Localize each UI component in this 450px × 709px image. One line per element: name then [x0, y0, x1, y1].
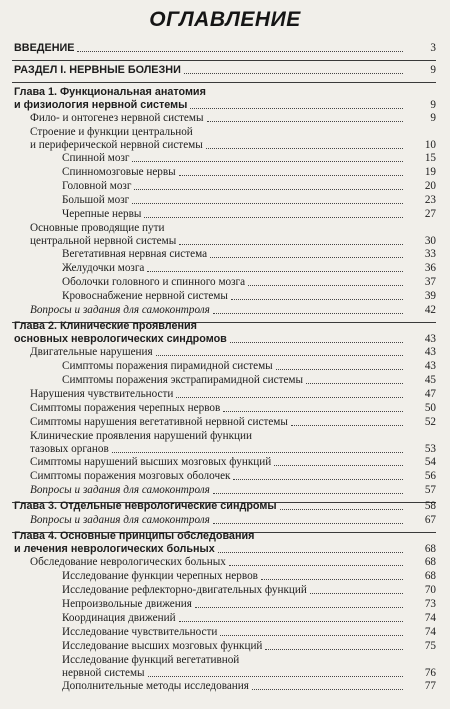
dot-leader [213, 313, 403, 314]
toc-entry-page: 58 [424, 500, 436, 512]
toc-entry-title: Двигательные нарушения [30, 346, 153, 358]
dot-leader [231, 299, 403, 300]
toc-entry-title: Исследование рефлекторно-двигательных функций [62, 584, 307, 596]
toc-entry-page: 67 [424, 514, 436, 526]
toc-entry-title: Глава 4. Основные принципы обследования и лечения неврологических больных [14, 530, 255, 555]
toc-entry-page: 53 [424, 442, 436, 455]
toc-entry-page: 70 [424, 584, 436, 596]
toc-entry[interactable] [0, 290, 450, 304]
dot-leader [179, 621, 403, 622]
toc-entry-page: 37 [424, 276, 436, 288]
dot-leader [306, 383, 403, 384]
dot-leader [223, 411, 403, 412]
toc-entry-title: Клинические проявления нарушений функции тазовых органов [30, 430, 253, 455]
toc-entry-page: 33 [424, 248, 436, 260]
toc-entry[interactable] [0, 570, 450, 584]
section-divider [12, 60, 436, 61]
toc-entry[interactable] [0, 152, 450, 166]
toc-entry-page: 9 [430, 98, 436, 111]
toc-entry-title: Вегетативная нервная система [62, 248, 208, 260]
toc-entry-page: 23 [424, 194, 436, 206]
toc-entry-page: 68 [424, 542, 436, 555]
toc-entry-title: Головной мозг [62, 180, 132, 192]
dot-leader [134, 189, 403, 190]
toc-entry-page: 77 [424, 680, 436, 692]
toc-entry-title: Оболочки головного и спинного мозга [62, 276, 246, 288]
toc-entry-page: 39 [424, 290, 436, 302]
toc-entry[interactable] [0, 584, 450, 598]
toc-entry-title: Симптомы поражения экстрапирамидной системы [62, 374, 304, 386]
toc-entry-page: 73 [424, 598, 436, 610]
toc-entry[interactable] [0, 556, 450, 570]
toc-entry-title: Координация движений [62, 612, 176, 624]
toc-entry[interactable] [0, 598, 450, 612]
toc-entry[interactable] [0, 248, 450, 262]
toc-entry-title: Основные проводящие пути центральной нервной системы [30, 222, 177, 247]
toc-entry[interactable] [0, 626, 450, 640]
dot-leader [184, 73, 403, 74]
dot-leader [220, 635, 403, 636]
toc-entry[interactable] [0, 42, 450, 56]
dot-leader [132, 161, 403, 162]
toc-entry-title: Симптомы нарушения вегетативной нервной системы [30, 416, 288, 428]
dot-leader [77, 51, 403, 52]
toc-entry[interactable] [0, 86, 450, 112]
toc-entry-title: Желудочки мозга [62, 262, 145, 274]
dot-leader [213, 523, 403, 524]
toc-entry-title: Спинномозговые нервы [62, 166, 176, 178]
dot-leader [207, 121, 404, 122]
toc-entry-page: 43 [424, 360, 436, 372]
toc-entry-page: 68 [424, 570, 436, 582]
toc-entry-page: 47 [424, 388, 436, 400]
dot-leader [156, 355, 403, 356]
toc-entry-title: Исследование высших мозговых функций [62, 640, 263, 652]
dot-leader [144, 217, 403, 218]
toc-entry[interactable] [0, 64, 450, 78]
toc-entry-page: 76 [424, 666, 436, 679]
toc-entry-page: 27 [424, 208, 436, 220]
toc-entry-page: 9 [430, 112, 436, 124]
dot-leader [179, 244, 403, 245]
toc-entry[interactable] [0, 388, 450, 402]
toc-entry-page: 54 [424, 456, 436, 468]
toc-entry-title: Симптомы поражения мозговых оболочек [30, 470, 231, 482]
toc-entry-page: 57 [424, 484, 436, 496]
dot-leader [252, 689, 403, 690]
dot-leader [261, 579, 403, 580]
toc-entry-page: 74 [424, 626, 436, 638]
dot-leader [132, 203, 403, 204]
toc-entry-title: Симптомы поражения черепных нервов [30, 402, 221, 414]
dot-leader [210, 257, 403, 258]
toc-entry-page: 19 [424, 166, 436, 178]
dot-leader [206, 148, 403, 149]
dot-leader [190, 108, 403, 109]
toc-entry-title: Большой мозг [62, 194, 130, 206]
dot-leader [291, 425, 403, 426]
toc-entry[interactable] [0, 304, 450, 318]
toc-entry-title: Черепные нервы [62, 208, 142, 220]
dot-leader [276, 369, 403, 370]
toc-entry-title: Вопросы и задания для самоконтроля [30, 304, 210, 316]
toc-entry-title: Кровоснабжение нервной системы [62, 290, 228, 302]
dot-leader [265, 649, 403, 650]
toc-entry[interactable] [0, 654, 450, 680]
toc-entry-title: Симптомы нарушений высших мозговых функций [30, 456, 272, 468]
toc-entry-page: 15 [424, 152, 436, 164]
toc-entry-page: 3 [430, 42, 436, 54]
toc-entry[interactable] [0, 112, 450, 126]
toc-entry[interactable] [0, 320, 450, 346]
dot-leader [112, 452, 403, 453]
dot-leader [176, 397, 403, 398]
toc-entry-page: 74 [424, 612, 436, 624]
toc-entry[interactable] [0, 530, 450, 556]
dot-leader [229, 565, 403, 566]
toc-entry-title: Симптомы поражения пирамидной системы [62, 360, 273, 372]
toc-entry-title: Исследование чувствительности [62, 626, 218, 638]
toc-entry[interactable] [0, 208, 450, 222]
toc-entry[interactable] [0, 470, 450, 484]
toc-entry[interactable] [0, 360, 450, 374]
toc-entry-title: Дополнительные методы исследования [62, 680, 249, 692]
toc-entry-page: 9 [430, 64, 436, 76]
dot-leader [195, 607, 403, 608]
toc-entry[interactable] [0, 640, 450, 654]
toc-entry-title: Обследование неврологических больных [30, 556, 226, 568]
toc-entry-title: Вопросы и задания для самоконтроля [30, 514, 210, 526]
toc-entry[interactable] [0, 500, 450, 514]
dot-leader [218, 552, 403, 553]
dot-leader [179, 175, 403, 176]
toc-entry-title: Исследование функции черепных нервов [62, 570, 258, 582]
toc-entry-title: Глава 1. Функциональная анатомия и физиология нервной системы [14, 86, 206, 111]
toc-entry-page: 36 [424, 262, 436, 274]
toc-entry-title: Исследование функций вегетативной нервной системы [62, 654, 240, 679]
toc-entry[interactable] [0, 166, 450, 180]
toc-entry-page: 50 [424, 402, 436, 414]
dot-leader [213, 493, 403, 494]
toc-entry[interactable] [0, 416, 450, 430]
toc-entry[interactable] [0, 612, 450, 626]
toc-entry-title: Нарушения чувствительности [30, 388, 174, 400]
dot-leader [148, 676, 403, 677]
toc-entry[interactable] [0, 402, 450, 416]
toc-entry-page: 43 [424, 332, 436, 345]
toc-entry-page: 45 [424, 374, 436, 386]
toc-entry-title: ВВЕДЕНИЕ [14, 42, 75, 54]
toc-entry-title: Строение и функции центральной и периферической нервной системы [30, 126, 203, 151]
toc-entry-title: РАЗДЕЛ I. НЕРВНЫЕ БОЛЕЗНИ [14, 64, 181, 76]
toc-entry[interactable] [0, 514, 450, 528]
toc-entry-page: 68 [424, 556, 436, 568]
toc-entry[interactable] [0, 374, 450, 388]
toc-entry-page: 10 [424, 138, 436, 151]
toc-entry[interactable] [0, 276, 450, 290]
toc-entry-title: Глава 3. Отдельные неврологические синдромы [14, 500, 277, 512]
dot-leader [280, 509, 403, 510]
toc-entry[interactable] [0, 346, 450, 360]
toc-entry-title: Вопросы и задания для самоконтроля [30, 484, 210, 496]
toc-entry-page: 20 [424, 180, 436, 192]
toc-entry-page: 30 [424, 234, 436, 247]
toc-entry[interactable] [0, 680, 450, 694]
dot-leader [230, 342, 403, 343]
dot-leader [310, 593, 403, 594]
toc-entry-title: Непроизвольные движения [62, 598, 192, 610]
dot-leader [274, 465, 403, 466]
toc-entry[interactable] [0, 456, 450, 470]
toc-entry-title: Спинной мозг [62, 152, 130, 164]
toc-entry[interactable] [0, 222, 450, 248]
toc-entry[interactable] [0, 180, 450, 194]
toc-entry-page: 56 [424, 470, 436, 482]
toc-entry[interactable] [0, 126, 450, 152]
toc-entry[interactable] [0, 194, 450, 208]
toc-entry[interactable] [0, 484, 450, 498]
toc-entry-title: Фило- и онтогенез нервной системы [30, 112, 204, 124]
dot-leader [233, 479, 403, 480]
toc-entry-page: 52 [424, 416, 436, 428]
dot-leader [248, 285, 403, 286]
dot-leader [147, 271, 403, 272]
section-divider [12, 82, 436, 83]
toc-entry[interactable] [0, 430, 450, 456]
toc-entry-page: 42 [424, 304, 436, 316]
toc-entry-title: Глава 2. Клинические проявления основных неврологических синдромов [14, 320, 227, 345]
page-title: ОГЛАВЛЕНИЕ [149, 8, 301, 31]
toc-entry[interactable] [0, 262, 450, 276]
toc-entry-page: 43 [424, 346, 436, 358]
toc-entry-page: 75 [424, 640, 436, 652]
